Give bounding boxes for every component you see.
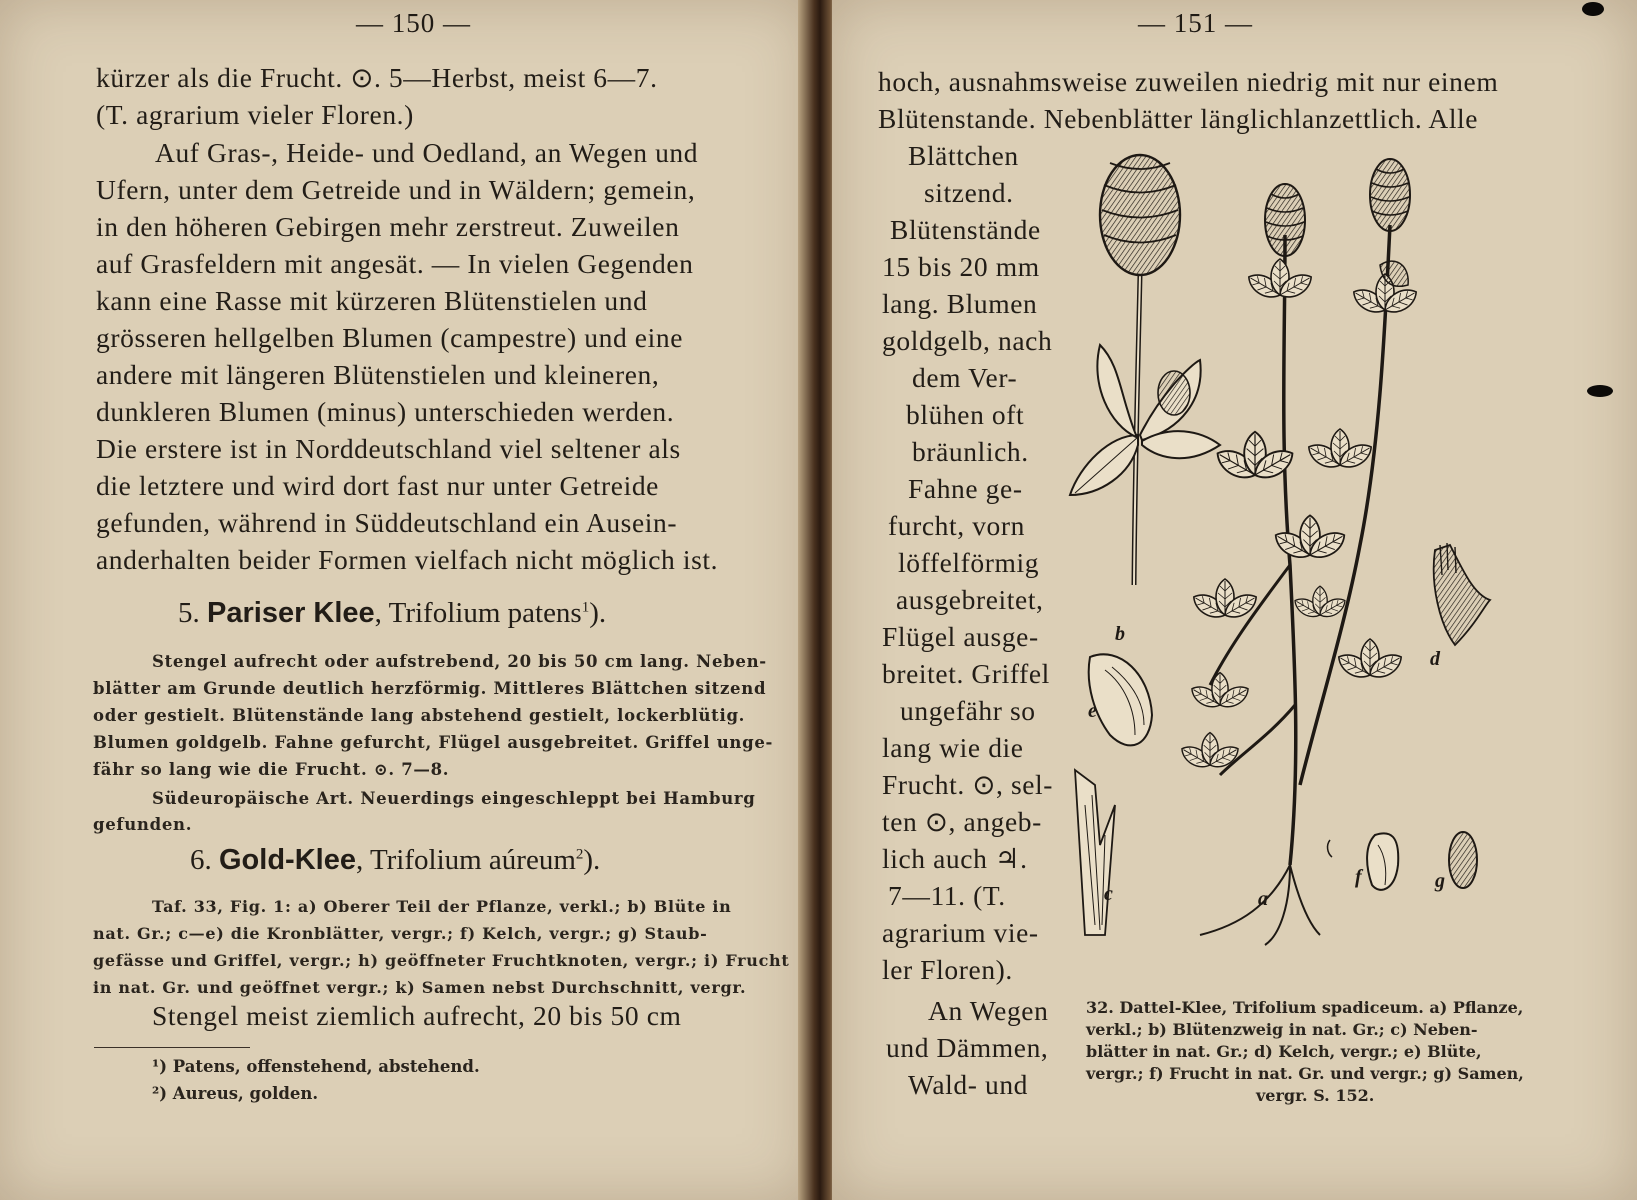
figure-f-fruit: [1328, 833, 1399, 890]
figure-caption-line: 32. Dattel-Klee, Trifolium spadiceum. a) Pflanze,: [1086, 998, 1524, 1017]
footnote: ²) Aureus, golden.: [152, 1084, 319, 1103]
left-page: [0, 0, 808, 1200]
body-line: dunkleren Blumen (minus) unterschieden werden.: [96, 396, 675, 427]
page-number-150: — 150 —: [356, 8, 471, 38]
column-line: lang wie die: [882, 732, 1024, 763]
plate-reference-line: Taf. 33, Fig. 1: a) Oberer Teil der Pflanze, verkl.; b) Blüte in: [152, 897, 732, 916]
species-common-name: Gold-Klee: [219, 844, 356, 876]
page-number-151: — 151 —: [1138, 8, 1253, 38]
description-line: Blumen goldgelb. Fahne gefurcht, Flügel ausgebreitet. Griffel unge-: [93, 733, 774, 752]
body-line: Ufern, unter dem Getreide und in Wäldern; gemein,: [96, 174, 696, 205]
description-line: fähr so lang wie die Frucht. ⊙. 7—8.: [93, 760, 450, 779]
body-line: andere mit längeren Blütenstielen und kleineren,: [96, 359, 660, 390]
column-line: 7—11. (T.: [888, 880, 1006, 911]
description-line: Stengel aufrecht oder aufstrebend, 20 bis 50 cm lang. Neben-: [152, 652, 767, 671]
plate-reference-line: in nat. Gr. und geöffnet vergr.; k) Samen nebst Durchschnitt, vergr.: [93, 978, 747, 997]
description-line: blätter am Grunde deutlich herzförmig. Mittleres Blättchen sitzend: [93, 679, 767, 698]
body-line: in den höheren Gebirgen mehr zerstreut. Zuweilen: [96, 211, 680, 242]
body-line: gefunden, während in Süddeutschland ein Ausein-: [96, 507, 678, 538]
body-line: kann eine Rasse mit kürzeren Blütenstielen und: [96, 285, 648, 316]
heading-close: ).: [583, 844, 601, 876]
body-line: kürzer als die Frucht. ⊙. 5—Herbst, meist 6—7.: [96, 62, 658, 93]
figure-label: d: [1430, 648, 1440, 670]
plate-reference-line: gefässe und Griffel, vergr.; h) geöffneter Fruchtknoten, vergr.; i) Frucht: [93, 951, 790, 970]
column-line: Blättchen: [908, 140, 1019, 171]
column-line: Flügel ausge-: [882, 621, 1039, 652]
footnote-divider: [94, 1047, 250, 1048]
figure-caption-line: vergr.; f) Frucht in nat. Gr. und vergr.; g) Samen,: [1086, 1064, 1524, 1083]
footnote-ref: 1: [581, 599, 590, 616]
figure-caption-line: blätter in nat. Gr.; d) Kelch, vergr.; e) Blüte,: [1086, 1042, 1482, 1061]
column-line: ausgebreitet,: [896, 584, 1044, 615]
column-line: Frucht. ⊙, sel-: [882, 769, 1054, 800]
figure-label: b: [1115, 623, 1125, 645]
figure-d-calyx: [1434, 543, 1490, 645]
description-line: gefunden.: [93, 815, 193, 834]
column-line: 15 bis 20 mm: [882, 251, 1040, 282]
body-line: die letztere und wird dort fast nur unter Getreide: [96, 470, 659, 501]
column-line: sitzend.: [924, 177, 1014, 208]
species-number: 5.: [178, 597, 200, 629]
ink-blot: [1587, 385, 1613, 397]
column-line: ler Floren).: [882, 954, 1013, 985]
description-line: Südeuropäische Art. Neuerdings eingeschleppt bei Hamburg: [152, 789, 756, 808]
species-latin-name: , Trifolium aúreum: [355, 844, 576, 876]
body-line: Die erstere ist in Norddeutschland viel seltener als: [96, 433, 681, 464]
column-line: furcht, vorn: [888, 510, 1026, 541]
column-line: lich auch ♃.: [882, 843, 1028, 874]
figure-label: c: [1104, 883, 1113, 905]
figure-a-whole-plant: [1178, 159, 1421, 945]
column-line: löffelförmig: [898, 547, 1040, 578]
body-line: Stengel meist ziemlich aufrecht, 20 bis 50 cm: [152, 1000, 682, 1031]
footnote: ¹) Patens, offenstehend, abstehend.: [152, 1057, 480, 1076]
figure-caption-line: verkl.; b) Blütenzweig in nat. Gr.; c) Neben-: [1086, 1020, 1478, 1039]
column-line: An Wegen: [928, 995, 1049, 1026]
column-line: blühen oft: [906, 399, 1025, 430]
column-line: bräunlich.: [912, 436, 1029, 467]
species-heading-pariser-klee: [178, 597, 606, 630]
species-heading-gold-klee: [190, 844, 600, 877]
body-line: grösseren hellgelben Blumen (campestre) und eine: [96, 322, 684, 353]
figure-label: f: [1355, 866, 1362, 888]
figure-label: g: [1435, 870, 1445, 892]
figure-label: a: [1258, 888, 1268, 910]
column-line: Blütenstände: [890, 214, 1041, 245]
trifolium-spadiceum-illustration: [1090, 145, 1560, 1000]
plate-reference-line: nat. Gr.; c—e) die Kronblätter, vergr.; f) Kelch, vergr.; g) Staub-: [93, 924, 708, 943]
figure-b-flowering-branch: [1070, 155, 1220, 585]
figure-e-flower-petal: [1089, 654, 1152, 745]
footnote-ref: 2: [575, 846, 584, 863]
figure-g-seed: [1449, 832, 1477, 888]
column-line: breitet. Griffel: [882, 658, 1050, 689]
column-line: Wald- und: [908, 1069, 1029, 1100]
body-line: anderhalten beider Formen vielfach nicht möglich ist.: [96, 544, 719, 575]
body-line: Auf Gras-, Heide- und Oedland, an Wegen und: [155, 137, 699, 168]
column-line: ungefähr so: [900, 695, 1036, 726]
body-line: auf Grasfeldern mit angesät. — In vielen Gegenden: [96, 248, 694, 279]
species-common-name: Pariser Klee: [207, 597, 375, 629]
species-number: 6.: [190, 844, 212, 876]
ink-blot: [1582, 2, 1604, 16]
body-line: hoch, ausnahmsweise zuweilen niedrig mit nur einem: [878, 66, 1499, 97]
body-line: (T. agrarium vieler Floren.): [96, 99, 414, 130]
figure-label: e: [1088, 700, 1097, 722]
column-line: Fahne ge-: [908, 473, 1023, 504]
column-line: lang. Blumen: [882, 288, 1038, 319]
species-latin-name: , Trifolium patens: [374, 597, 582, 629]
body-line: Blütenstande. Nebenblätter länglichlanzettlich. Alle: [878, 103, 1479, 134]
column-line: und Dämmen,: [886, 1032, 1049, 1063]
column-line: dem Ver-: [912, 362, 1018, 393]
column-line: ten ⊙, angeb-: [882, 806, 1042, 837]
heading-close: ).: [589, 597, 607, 629]
column-line: goldgelb, nach: [882, 325, 1053, 356]
figure-caption-line: vergr. S. 152.: [1256, 1086, 1375, 1105]
description-line: oder gestielt. Blütenstände lang abstehend gestielt, lockerblütig.: [93, 706, 746, 725]
column-line: agrarium vie-: [882, 917, 1039, 948]
